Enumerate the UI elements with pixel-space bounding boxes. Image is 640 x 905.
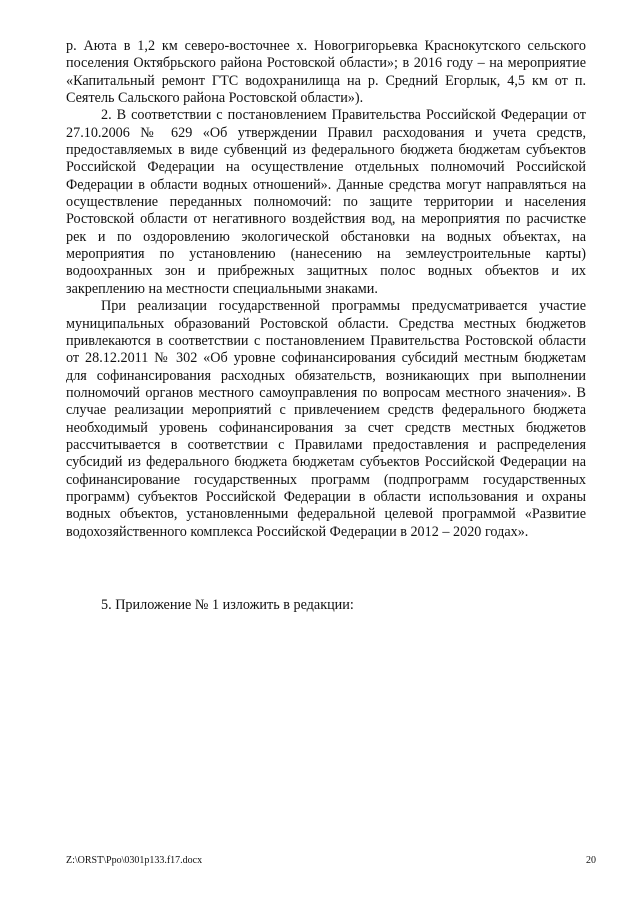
footer-page-number: 20 [586,855,596,866]
paragraph-item-2: 2. В соответствии с постановлением Правительства Российской Федерации от 27.10.2006 № 629 «Об утверждении Правил расходования и учета средств, предоставляемых в виде субвенций из федерального бюджета бюджетам субъектов Российской Федерации на осуществление отдельных полномочий Российской Федерации в области водных отношений». Данные средства могут направляться на осуществление переданных полномочий: по защите территории и населения Ростовской области от негативного воздействия вод, на мероприятия по расчистке рек и по оздоровлению экологической обстановки на водных объектах, на мероприятия по установлению (нанесению на землеустроительные карты) водоохранных зон и прибрежных защитных полос водных объектов и их закреплению на местности специальными знаками. [66,107,586,297]
paragraph-program-participation: При реализации государственной программы предусматривается участие муниципальных образований Ростовской области. Средства местных бюджетов привлекаются в соответствии с постановлением Правительства Ростовской области от 28.12.2011 № 302 «Об уровне софинансирования субсидий местным бюджетам для софинансирования расходных обязательств, возникающих при выполнении полномочий органов местного самоуправления по вопросам местного значения». В случае реализации мероприятий с привлечением средств федерального бюджета необходимый уровень софинансирования за счет средств местных бюджетов рассчитывается в соответствии с Правилами предоставления и распределения субсидий из федерального бюджета бюджетам субъектов Российской Федерации на софинансирование государственных программ (подпрограмм государственных программ) субъектов Российской Федерации в области использования и охраны водных объектов, установленными федеральной целевой программой «Развитие водохозяйственного комплекса Российской Федерации в 2012 – 2020 годах». [66,298,586,540]
paragraph-item-5: 5. Приложение № 1 изложить в редакции: [101,597,354,613]
paragraph-continuation: р. Аюта в 1,2 км северо-восточнее х. Новогригорьевка Краснокутского сельского поселения Октябрьского района Ростовской области»; в 2016 году – на мероприятие «Капитальный ремонт ГТС водохранилища на р. Средний Егорлык, 4,5 км от п. Сеятель Сальского района Ростовской области»). [66,38,586,107]
page-footer [66,855,596,867]
document-body [66,38,586,541]
footer-file-path: Z:\ORST\Ppo\0301p133.f17.docx [66,855,203,866]
